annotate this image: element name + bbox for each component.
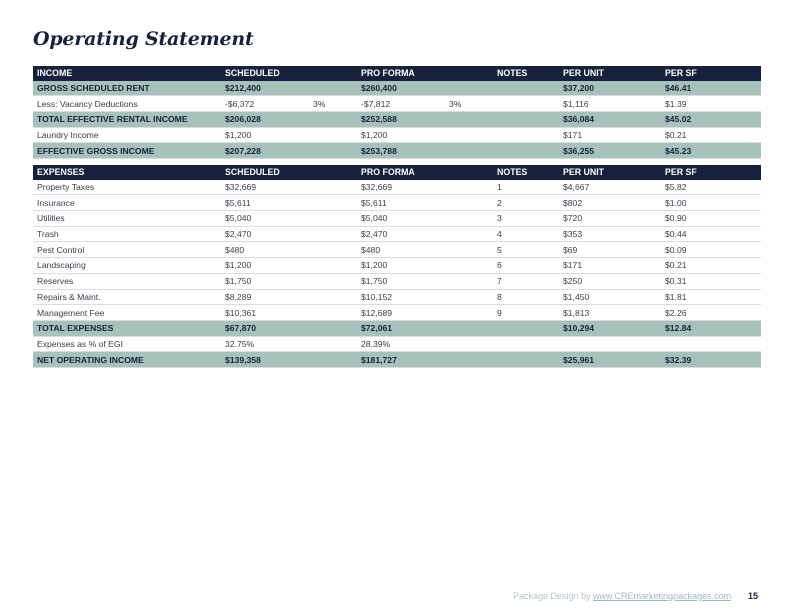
cell-pro-forma: $1,750 [357,273,445,289]
income-body [33,81,761,159]
cell-scheduled-pct [309,242,357,258]
income-header-row [33,66,761,81]
cell-scheduled-pct [309,211,357,227]
table-row [33,258,761,274]
cell-per-sf: $1.00 [661,195,761,211]
cell-per-unit: $1,450 [559,289,661,305]
cell-notes: 9 [493,305,559,321]
cell-pro-forma-pct [445,143,493,159]
cell-pro-forma-pct [445,180,493,195]
page-title: Operating Statement [33,28,254,50]
page-number: 15 [748,591,759,601]
cell-scheduled-pct [309,112,357,128]
cell-notes: 3 [493,211,559,227]
expenses-table [33,165,761,368]
expenses-header-pro-forma: PRO FORMA [357,165,445,180]
expenses-header-scheduled: SCHEDULED [221,165,309,180]
cell-label: Reserves [33,273,221,289]
cell-scheduled-pct [309,320,357,336]
cell-pro-forma: $32,669 [357,180,445,195]
cell-scheduled-pct [309,195,357,211]
cell-scheduled: $1,750 [221,273,309,289]
income-header-per-unit: PER UNIT [559,66,661,81]
cell-per-unit: $802 [559,195,661,211]
cell-per-unit: $69 [559,242,661,258]
cell-per-sf: $1.39 [661,96,761,112]
cell-label: Trash [33,226,221,242]
cell-pro-forma: $253,788 [357,143,445,159]
total-row [33,112,761,128]
cell-label: TOTAL EXPENSES [33,320,221,336]
cell-scheduled: $5,040 [221,211,309,227]
cell-per-sf: $0.21 [661,258,761,274]
cell-per-unit: $250 [559,273,661,289]
cell-per-sf: $46.41 [661,81,761,96]
cell-scheduled: $5,611 [221,195,309,211]
cell-scheduled-pct [309,305,357,321]
cell-scheduled-pct [309,289,357,305]
table-row [33,180,761,195]
cell-scheduled-pct: 3% [309,96,357,112]
income-header-label: INCOME [33,66,221,81]
income-header-scheduled-pct [309,66,357,81]
cell-pro-forma: $252,588 [357,112,445,128]
cell-notes: 1 [493,180,559,195]
cell-per-sf: $1.81 [661,289,761,305]
expenses-body [33,180,761,368]
cell-per-sf: $0.31 [661,273,761,289]
cell-scheduled-pct [309,226,357,242]
cell-scheduled-pct [309,81,357,96]
cell-per-sf: $5.82 [661,180,761,195]
table-row [33,195,761,211]
cell-scheduled-pct [309,352,357,368]
cell-pro-forma-pct [445,352,493,368]
cell-scheduled: $10,361 [221,305,309,321]
cell-per-sf: $0.44 [661,226,761,242]
footer-link[interactable]: www.CREmarketingpackages.com [593,591,732,601]
income-header-pro-forma-pct [445,66,493,81]
cell-notes: 8 [493,289,559,305]
cell-scheduled: $1,200 [221,127,309,143]
cell-scheduled: $1,200 [221,258,309,274]
cell-per-unit: $4,667 [559,180,661,195]
cell-label: Management Fee [33,305,221,321]
cell-scheduled: -$6,372 [221,96,309,112]
table-row [33,242,761,258]
cell-per-sf: $2.26 [661,305,761,321]
cell-scheduled-pct [309,258,357,274]
cell-per-unit: $1,116 [559,96,661,112]
cell-scheduled: $207,228 [221,143,309,159]
cell-pro-forma: $5,040 [357,211,445,227]
cell-notes [493,112,559,128]
cell-scheduled: $212,400 [221,81,309,96]
cell-per-unit: $25,961 [559,352,661,368]
cell-pro-forma: $12,689 [357,305,445,321]
cell-label: Less: Vacancy Deductions [33,96,221,112]
cell-notes [493,352,559,368]
cell-pro-forma: $181,727 [357,352,445,368]
cell-label: GROSS SCHEDULED RENT [33,81,221,96]
cell-notes: 5 [493,242,559,258]
cell-per-sf: $32.39 [661,352,761,368]
cell-pro-forma-pct [445,195,493,211]
cell-pro-forma-pct [445,242,493,258]
cell-pro-forma: -$7,812 [357,96,445,112]
cell-label: Repairs & Maint. [33,289,221,305]
cell-per-sf: $0.21 [661,127,761,143]
total-row [33,143,761,159]
table-row [33,127,761,143]
income-table [33,66,761,159]
expenses-header-notes: NOTES [493,165,559,180]
cell-pro-forma-pct [445,112,493,128]
cell-label: Expenses as % of EGI [33,336,221,352]
cell-label: Utilities [33,211,221,227]
cell-pro-forma-pct [445,258,493,274]
cell-per-unit: $10,294 [559,320,661,336]
income-header-scheduled: SCHEDULED [221,66,309,81]
cell-pro-forma: $5,611 [357,195,445,211]
table-row [33,336,761,352]
cell-pro-forma: $260,400 [357,81,445,96]
income-header-per-sf: PER SF [661,66,761,81]
cell-per-unit: $36,084 [559,112,661,128]
cell-scheduled-pct [309,180,357,195]
cell-label: Laundry Income [33,127,221,143]
cell-notes: 4 [493,226,559,242]
cell-scheduled: $32,669 [221,180,309,195]
cell-scheduled-pct [309,336,357,352]
income-header-pro-forma: PRO FORMA [357,66,445,81]
cell-per-unit [559,336,661,352]
cell-per-sf: $45.23 [661,143,761,159]
cell-per-sf: $0.90 [661,211,761,227]
table-row [33,305,761,321]
cell-notes [493,336,559,352]
cell-pro-forma: $72,061 [357,320,445,336]
expenses-header-per-sf: PER SF [661,165,761,180]
cell-per-unit: $171 [559,258,661,274]
cell-notes [493,143,559,159]
expenses-header-label: EXPENSES [33,165,221,180]
cell-per-unit: $171 [559,127,661,143]
cell-per-sf: $12.84 [661,320,761,336]
cell-notes: 6 [493,258,559,274]
cell-per-unit: $1,813 [559,305,661,321]
cell-notes: 7 [493,273,559,289]
expenses-header-scheduled-pct [309,165,357,180]
cell-pro-forma-pct [445,320,493,336]
cell-per-sf [661,336,761,352]
cell-pro-forma-pct [445,127,493,143]
cell-notes [493,320,559,336]
cell-pro-forma: $2,470 [357,226,445,242]
cell-label: EFFECTIVE GROSS INCOME [33,143,221,159]
table-row [33,289,761,305]
cell-notes: 2 [493,195,559,211]
total-row [33,81,761,96]
cell-per-unit: $353 [559,226,661,242]
cell-notes [493,96,559,112]
table-row [33,273,761,289]
cell-pro-forma: $480 [357,242,445,258]
cell-scheduled: $206,028 [221,112,309,128]
cell-label: TOTAL EFFECTIVE RENTAL INCOME [33,112,221,128]
cell-per-sf: $0.09 [661,242,761,258]
footer-prefix: Package Design by [513,591,594,601]
cell-pro-forma: $1,200 [357,258,445,274]
cell-label: NET OPERATING INCOME [33,352,221,368]
footer-credit [513,591,731,601]
income-header-notes: NOTES [493,66,559,81]
expenses-header-row [33,165,761,180]
cell-pro-forma-pct: 3% [445,96,493,112]
cell-scheduled: 32.75% [221,336,309,352]
cell-scheduled: $2,470 [221,226,309,242]
cell-per-unit: $37,200 [559,81,661,96]
cell-per-unit: $36,255 [559,143,661,159]
expenses-header-pro-forma-pct [445,165,493,180]
cell-per-unit: $720 [559,211,661,227]
cell-pro-forma-pct [445,305,493,321]
total-row [33,320,761,336]
cell-pro-forma: $1,200 [357,127,445,143]
cell-scheduled: $139,358 [221,352,309,368]
cell-label: Property Taxes [33,180,221,195]
cell-label: Landscaping [33,258,221,274]
total-row [33,352,761,368]
cell-scheduled-pct [309,143,357,159]
cell-label: Insurance [33,195,221,211]
cell-per-sf: $45.02 [661,112,761,128]
cell-scheduled: $480 [221,242,309,258]
expenses-header-per-unit: PER UNIT [559,165,661,180]
cell-scheduled-pct [309,273,357,289]
table-row [33,226,761,242]
cell-pro-forma-pct [445,289,493,305]
cell-label: Pest Control [33,242,221,258]
table-row [33,96,761,112]
cell-notes [493,127,559,143]
table-row [33,211,761,227]
cell-scheduled: $8,289 [221,289,309,305]
cell-scheduled: $67,870 [221,320,309,336]
cell-pro-forma-pct [445,81,493,96]
cell-pro-forma-pct [445,336,493,352]
cell-pro-forma: $10,152 [357,289,445,305]
cell-pro-forma: 28.39% [357,336,445,352]
cell-notes [493,81,559,96]
cell-pro-forma-pct [445,273,493,289]
cell-pro-forma-pct [445,211,493,227]
cell-scheduled-pct [309,127,357,143]
cell-pro-forma-pct [445,226,493,242]
